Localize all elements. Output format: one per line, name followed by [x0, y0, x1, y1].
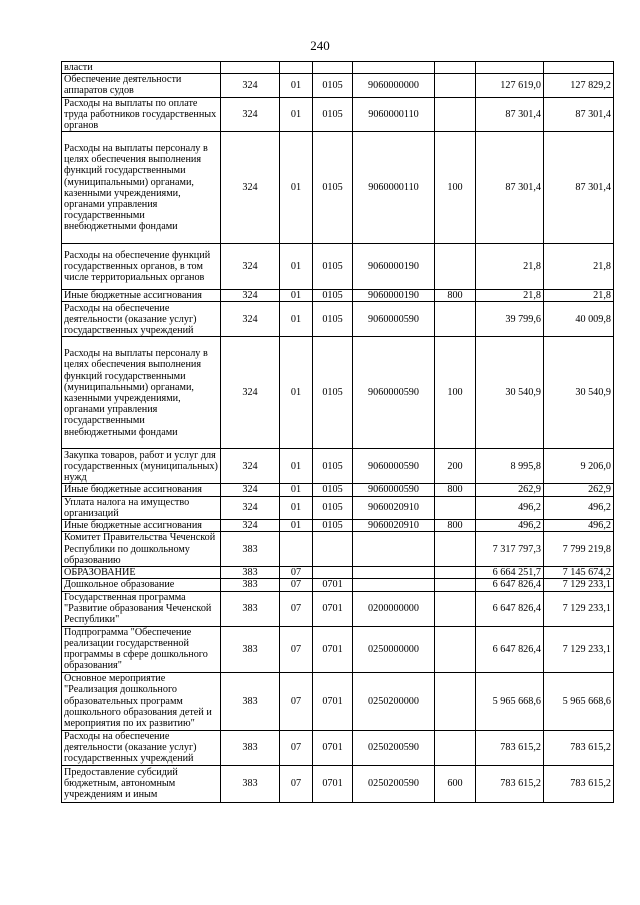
subsection-cell: 0105 [313, 496, 353, 519]
subsection-cell: 0105 [313, 244, 353, 290]
amount-year2-cell: 7 129 233,1 [544, 626, 614, 672]
row-name-cell: Обеспечение деятельности аппаратов судов [62, 74, 221, 97]
row-name-cell: Дошкольное образование [62, 579, 221, 591]
ved-cell: 383 [221, 567, 280, 579]
row-name-cell: Уплата налога на имущество организаций [62, 496, 221, 519]
target-article-cell: 0250200590 [353, 730, 435, 765]
table-row [62, 302, 614, 337]
expense-type-cell [435, 496, 476, 519]
row-name-cell: Государственная программа "Развитие образования Чеченской Республики" [62, 591, 221, 626]
section-cell: 01 [280, 302, 313, 337]
expense-type-cell [435, 591, 476, 626]
table-row [62, 532, 614, 567]
ved-cell: 324 [221, 290, 280, 302]
table-body [62, 62, 614, 803]
section-cell: 07 [280, 591, 313, 626]
amount-year1-cell: 7 317 797,3 [476, 532, 544, 567]
subsection-cell [313, 532, 353, 567]
table-row [62, 567, 614, 579]
table-row [62, 496, 614, 519]
row-name-cell: Расходы на обеспечение функций государственных органов, в том числе территориальных органов [62, 244, 221, 290]
amount-year1-cell: 21,8 [476, 290, 544, 302]
target-article-cell: 9060000590 [353, 337, 435, 449]
section-cell: 01 [280, 520, 313, 532]
table-row [62, 591, 614, 626]
ved-cell: 324 [221, 337, 280, 449]
ved-cell: 324 [221, 520, 280, 532]
expense-type-cell: 800 [435, 290, 476, 302]
target-article-cell: 9060000190 [353, 290, 435, 302]
amount-year1-cell [476, 62, 544, 74]
ved-cell: 324 [221, 132, 280, 244]
subsection-cell: 0105 [313, 290, 353, 302]
amount-year1-cell: 6 647 826,4 [476, 626, 544, 672]
section-cell: 01 [280, 132, 313, 244]
ved-cell: 324 [221, 484, 280, 496]
expense-type-cell: 100 [435, 132, 476, 244]
table-row [62, 337, 614, 449]
page-number: 240 [310, 38, 330, 53]
amount-year1-cell: 6 664 251,7 [476, 567, 544, 579]
table-row [62, 730, 614, 765]
row-name-cell: Иные бюджетные ассигнования [62, 290, 221, 302]
table-row [62, 520, 614, 532]
ved-cell: 324 [221, 449, 280, 484]
section-cell [280, 62, 313, 74]
subsection-cell: 0105 [313, 302, 353, 337]
table-row [62, 672, 614, 730]
expense-type-cell [435, 567, 476, 579]
row-name-cell: власти [62, 62, 221, 74]
amount-year2-cell: 496,2 [544, 496, 614, 519]
target-article-cell: 0250200000 [353, 672, 435, 730]
ved-cell: 324 [221, 496, 280, 519]
row-name-cell: Подпрограмма "Обеспечение реализации государственной программы в сфере дошкольного образования" [62, 626, 221, 672]
amount-year1-cell: 87 301,4 [476, 132, 544, 244]
table-row [62, 62, 614, 74]
amount-year1-cell: 8 995,8 [476, 449, 544, 484]
table-row [62, 449, 614, 484]
amount-year1-cell: 5 965 668,6 [476, 672, 544, 730]
table-row [62, 74, 614, 97]
amount-year1-cell: 496,2 [476, 520, 544, 532]
section-cell: 07 [280, 579, 313, 591]
amount-year2-cell: 21,8 [544, 244, 614, 290]
amount-year2-cell: 5 965 668,6 [544, 672, 614, 730]
expense-type-cell [435, 626, 476, 672]
amount-year1-cell: 783 615,2 [476, 765, 544, 802]
target-article-cell: 9060000590 [353, 449, 435, 484]
table-row [62, 132, 614, 244]
expense-type-cell [435, 532, 476, 567]
expense-type-cell [435, 74, 476, 97]
amount-year2-cell: 7 129 233,1 [544, 579, 614, 591]
amount-year1-cell: 783 615,2 [476, 730, 544, 765]
section-cell: 01 [280, 97, 313, 132]
ved-cell: 324 [221, 97, 280, 132]
section-cell [280, 532, 313, 567]
subsection-cell: 0105 [313, 74, 353, 97]
target-article-cell: 9060020910 [353, 496, 435, 519]
expense-type-cell [435, 730, 476, 765]
amount-year1-cell: 262,9 [476, 484, 544, 496]
target-article-cell: 9060000000 [353, 74, 435, 97]
row-name-cell: Расходы на выплаты персоналу в целях обеспечения выполнения функций государственными (муниципальными) органами, казенными учреждениями, органами управления государственными внебюджетными фондами [62, 132, 221, 244]
expense-type-cell: 800 [435, 484, 476, 496]
amount-year2-cell: 496,2 [544, 520, 614, 532]
subsection-cell: 0701 [313, 626, 353, 672]
ved-cell: 383 [221, 532, 280, 567]
subsection-cell: 0701 [313, 579, 353, 591]
table-row [62, 244, 614, 290]
section-cell: 07 [280, 672, 313, 730]
row-name-cell: Расходы на обеспечение деятельности (оказание услуг) государственных учреждений [62, 302, 221, 337]
target-article-cell [353, 532, 435, 567]
amount-year2-cell: 7 145 674,2 [544, 567, 614, 579]
ved-cell: 383 [221, 626, 280, 672]
subsection-cell: 0701 [313, 591, 353, 626]
expense-type-cell: 800 [435, 520, 476, 532]
expense-type-cell [435, 672, 476, 730]
target-article-cell: 0200000000 [353, 591, 435, 626]
target-article-cell: 9060000590 [353, 302, 435, 337]
expense-type-cell [435, 97, 476, 132]
subsection-cell: 0701 [313, 765, 353, 802]
target-article-cell: 9060000110 [353, 97, 435, 132]
table-row [62, 290, 614, 302]
row-name-cell: Расходы на выплаты персоналу в целях обеспечения выполнения функций государственными (муниципальными) органами, казенными учреждениями, органами управления государственными внебюджетными фондами [62, 337, 221, 449]
amount-year2-cell: 9 206,0 [544, 449, 614, 484]
amount-year1-cell: 21,8 [476, 244, 544, 290]
amount-year2-cell: 783 615,2 [544, 730, 614, 765]
target-article-cell: 0250000000 [353, 626, 435, 672]
amount-year1-cell: 496,2 [476, 496, 544, 519]
amount-year2-cell: 7 799 219,8 [544, 532, 614, 567]
section-cell: 01 [280, 449, 313, 484]
amount-year2-cell: 87 301,4 [544, 97, 614, 132]
budget-table [61, 61, 614, 803]
amount-year1-cell: 39 799,6 [476, 302, 544, 337]
expense-type-cell: 600 [435, 765, 476, 802]
target-article-cell: 9060000110 [353, 132, 435, 244]
section-cell: 07 [280, 567, 313, 579]
section-cell: 07 [280, 765, 313, 802]
subsection-cell: 0105 [313, 449, 353, 484]
section-cell: 01 [280, 484, 313, 496]
amount-year1-cell: 6 647 826,4 [476, 591, 544, 626]
section-cell: 01 [280, 244, 313, 290]
amount-year2-cell: 21,8 [544, 290, 614, 302]
section-cell: 07 [280, 730, 313, 765]
amount-year2-cell: 87 301,4 [544, 132, 614, 244]
ved-cell: 383 [221, 591, 280, 626]
amount-year2-cell: 30 540,9 [544, 337, 614, 449]
subsection-cell: 0105 [313, 337, 353, 449]
amount-year1-cell: 87 301,4 [476, 97, 544, 132]
table-row [62, 579, 614, 591]
table-row [62, 484, 614, 496]
amount-year2-cell: 7 129 233,1 [544, 591, 614, 626]
target-article-cell: 0250200590 [353, 765, 435, 802]
subsection-cell [313, 62, 353, 74]
table-row [62, 765, 614, 802]
subsection-cell: 0105 [313, 520, 353, 532]
row-name-cell: Расходы на выплаты по оплате труда работников государственных органов [62, 97, 221, 132]
target-article-cell: 9060020910 [353, 520, 435, 532]
ved-cell [221, 62, 280, 74]
section-cell: 01 [280, 496, 313, 519]
table-row [62, 97, 614, 132]
row-name-cell: Иные бюджетные ассигнования [62, 484, 221, 496]
subsection-cell: 0105 [313, 132, 353, 244]
row-name-cell: ОБРАЗОВАНИЕ [62, 567, 221, 579]
section-cell: 01 [280, 74, 313, 97]
amount-year2-cell: 127 829,2 [544, 74, 614, 97]
expense-type-cell [435, 62, 476, 74]
expense-type-cell [435, 302, 476, 337]
expense-type-cell [435, 244, 476, 290]
row-name-cell: Комитет Правительства Чеченской Республики по дошкольному образованию [62, 532, 221, 567]
row-name-cell: Предоставление субсидий бюджетным, автономным учреждениям и иным [62, 765, 221, 802]
subsection-cell [313, 567, 353, 579]
ved-cell: 383 [221, 765, 280, 802]
subsection-cell: 0105 [313, 97, 353, 132]
subsection-cell: 0701 [313, 730, 353, 765]
ved-cell: 383 [221, 672, 280, 730]
section-cell: 07 [280, 626, 313, 672]
row-name-cell: Основное мероприятие "Реализация дошкольного образовательных программ дошкольного образования детей и мероприятия по их развитию" [62, 672, 221, 730]
subsection-cell: 0105 [313, 484, 353, 496]
section-cell: 01 [280, 290, 313, 302]
expense-type-cell: 200 [435, 449, 476, 484]
table-row [62, 626, 614, 672]
row-name-cell: Расходы на обеспечение деятельности (оказание услуг) государственных учреждений [62, 730, 221, 765]
ved-cell: 324 [221, 302, 280, 337]
subsection-cell: 0701 [313, 672, 353, 730]
target-article-cell: 9060000590 [353, 484, 435, 496]
ved-cell: 383 [221, 579, 280, 591]
amount-year1-cell: 6 647 826,4 [476, 579, 544, 591]
target-article-cell [353, 567, 435, 579]
amount-year2-cell [544, 62, 614, 74]
target-article-cell [353, 62, 435, 74]
target-article-cell [353, 579, 435, 591]
amount-year2-cell: 783 615,2 [544, 765, 614, 802]
row-name-cell: Закупка товаров, работ и услуг для государственных (муниципальных) нужд [62, 449, 221, 484]
row-name-cell: Иные бюджетные ассигнования [62, 520, 221, 532]
amount-year1-cell: 127 619,0 [476, 74, 544, 97]
ved-cell: 383 [221, 730, 280, 765]
ved-cell: 324 [221, 244, 280, 290]
target-article-cell: 9060000190 [353, 244, 435, 290]
expense-type-cell: 100 [435, 337, 476, 449]
ved-cell: 324 [221, 74, 280, 97]
section-cell: 01 [280, 337, 313, 449]
amount-year2-cell: 262,9 [544, 484, 614, 496]
amount-year2-cell: 40 009,8 [544, 302, 614, 337]
expense-type-cell [435, 579, 476, 591]
amount-year1-cell: 30 540,9 [476, 337, 544, 449]
